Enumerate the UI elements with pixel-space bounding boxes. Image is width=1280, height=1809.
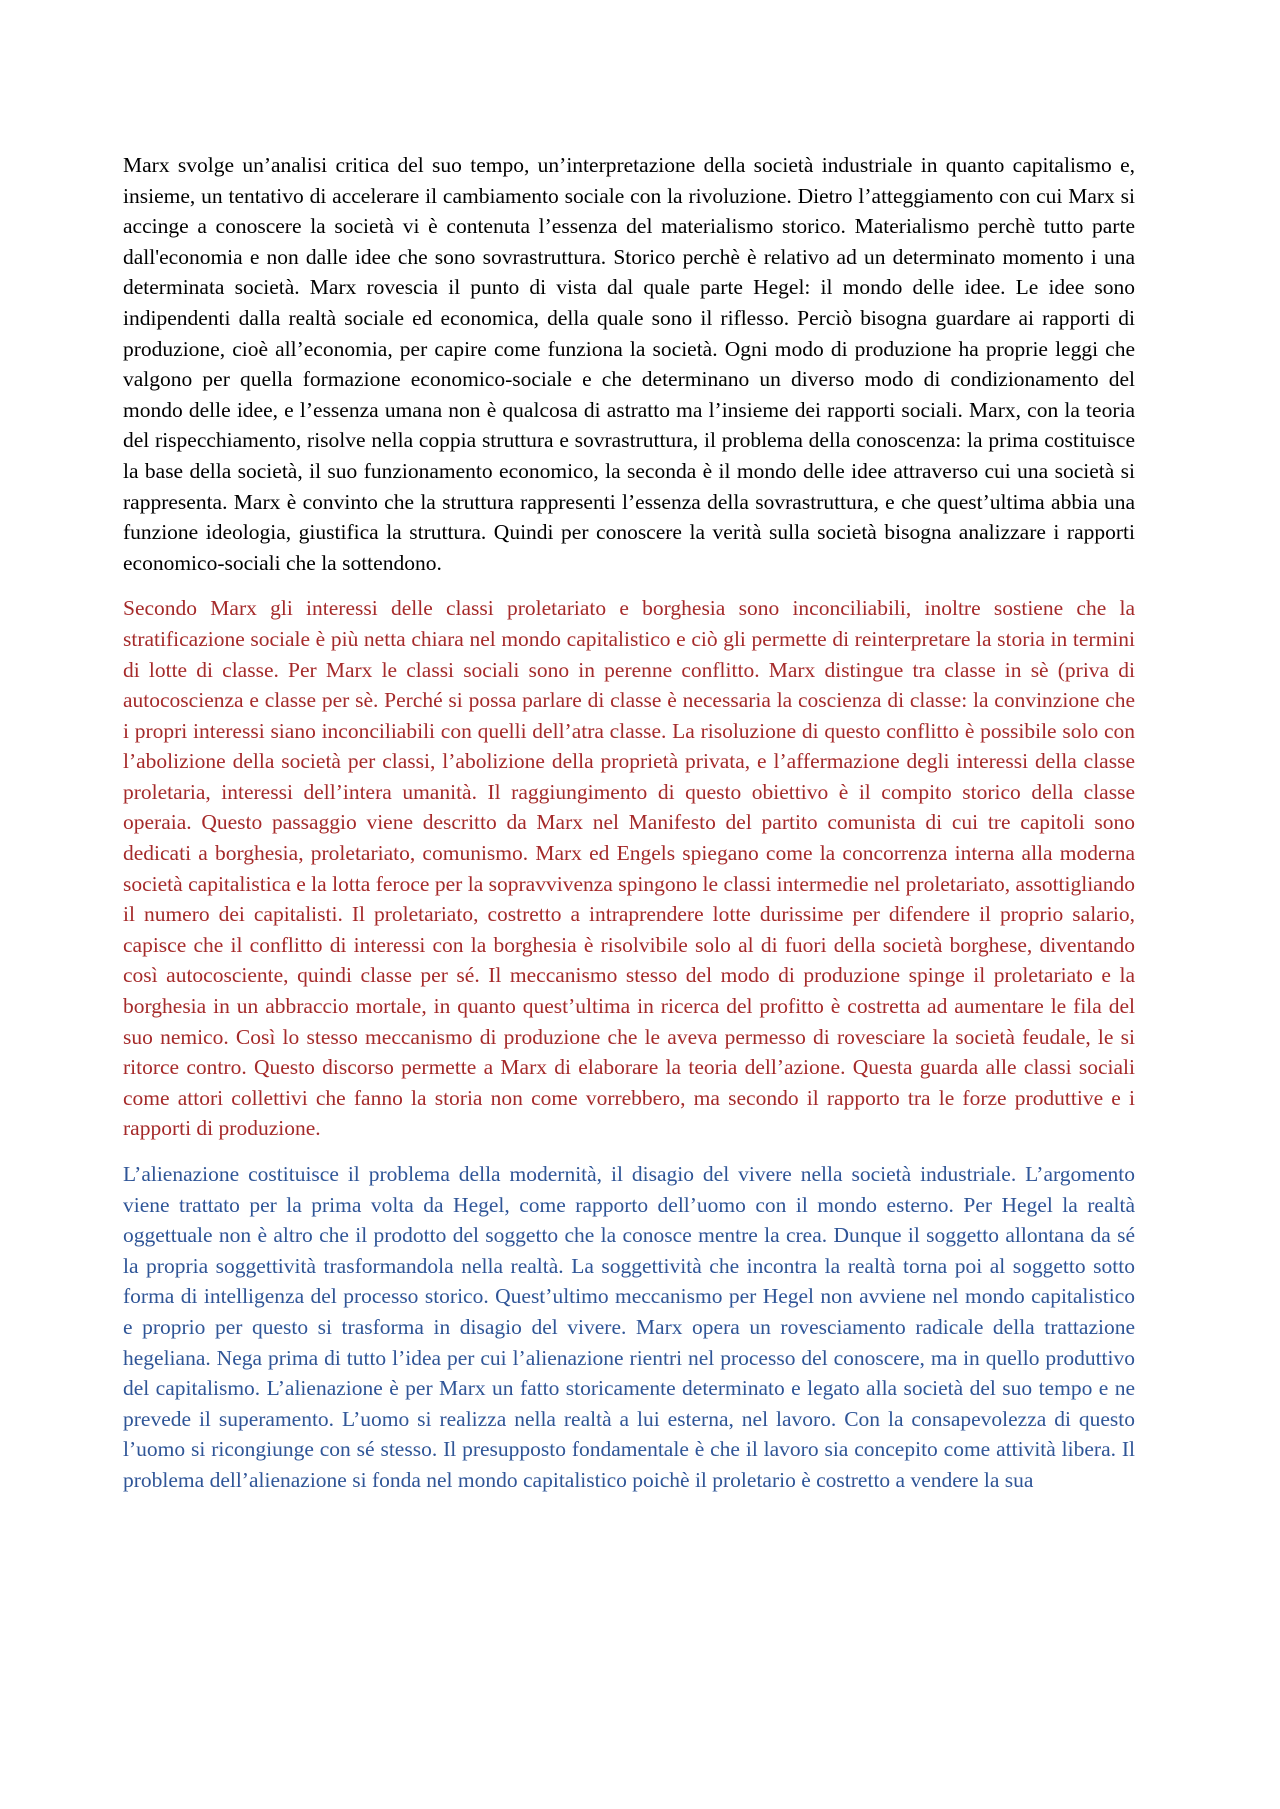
paragraph-lotta-di-classe: Secondo Marx gli interessi delle classi proletariato e borghesia sono inconciliabili, inoltre sostiene che la stratificazione sociale è più netta chiara nel mondo capitalistico e ciò gli permette di reinterpretare la storia in termini di lotte di classe. Per Marx le classi sociali sono in perenne conflitto. Marx distingue tra classe in sè (priva di autocoscienza e classe per sè. Perché si possa parlare di classe è necessaria la coscienza di classe: la convinzione che i propri interessi siano inconciliabili con quelli dell’atra classe. La risoluzione di questo conflitto è possibile solo con l’abolizione della società per classi, l’abolizione della proprietà privata, e l’affermazione degli interessi della classe proletaria, interessi dell’intera umanità. Il raggiungimento di questo obiettivo è il compito storico della classe operaia. Questo passaggio viene descritto da Marx nel Manifesto del partito comunista di cui tre capitoli sono dedicati a borghesia, proletariato, comunismo. Marx ed Engels spiegano come la concorrenza interna alla moderna società capitalistica e la lotta feroce per la sopravvivenza spingono le classi intermedie nel proletariato, assottigliando il numero dei capitalisti. Il proletariato, costretto a intraprendere lotte durissime per difendere il proprio salario, capisce che il conflitto di interessi con la borghesia è risolvibile solo al di fuori della società borghese, diventando così autocosciente, quindi classe per sé. Il meccanismo stesso del modo di produzione spinge il proletariato e la borghesia in un abbraccio mortale, in quanto quest’ultima in ricerca del profitto è costretta ad aumentare le fila del suo nemico. Così lo stesso meccanismo di produzione che le aveva permesso di rovesciare la società feudale, le si ritorce contro. Questo discorso permette a Marx di elaborare la teoria dell’azione. Questa guarda alle classi sociali come attori collettivi che fanno la storia non come vorrebbero, ma secondo il rapporto tra le forze produttive e i rapporti di produzione. [123, 596, 1135, 1141]
paragraph-materialismo-storico: Marx svolge un’analisi critica del suo tempo, un’interpretazione della società industriale in quanto capitalismo e, insieme, un tentativo di accelerare il cambiamento sociale con la rivoluzione. Dietro l’atteggiamento con cui Marx si accinge a conoscere la società vi è contenuta l’essenza del materialismo storico. Materialismo perchè tutto parte dall'economia e non dalle idee che sono sovrastruttura. Storico perchè è relativo ad un determinato momento i una determinata società. Marx rovescia il punto di vista dal quale parte Hegel: il mondo delle idee. Le idee sono indipendenti dalla realtà sociale ed economica, della quale sono il riflesso. Perciò bisogna guardare ai rapporti di produzione, cioè all’economia, per capire come funziona la società. Ogni modo di produzione ha proprie leggi che valgono per quella formazione economico-sociale e che determinano un diverso modo di condizionamento del mondo delle idee, e l’essenza umana non è qualcosa di astratto ma l’insieme dei rapporti sociali. Marx, con la teoria del rispecchiamento, risolve nella coppia struttura e sovrastruttura, il problema della conoscenza: la prima costituisce la base della società, il suo funzionamento economico, la seconda è il mondo delle idee attraverso cui una società si rappresenta. Marx è convinto che la struttura rappresenti l’essenza della sovrastruttura, e che quest’ultima abbia una funzione ideologia, giustifica la struttura. Quindi per conoscere la verità sulla società bisogna analizzare i rapporti economico-sociali che la sottendono. [123, 153, 1135, 575]
document-page [123, 150, 1135, 1511]
paragraph-alienazione: L’alienazione costituisce il problema della modernità, il disagio del vivere nella società industriale. L’argomento viene trattato per la prima volta da Hegel, come rapporto dell’uomo con il mondo esterno. Per Hegel la realtà oggettuale non è altro che il prodotto del soggetto che la conosce mentre la crea. Dunque il soggetto allontana da sé la propria soggettività trasformandola nella realtà. La soggettività che incontra la realtà torna poi al soggetto sotto forma di intelligenza del processo storico. Quest’ultimo meccanismo per Hegel non avviene nel mondo capitalistico e proprio per questo si trasforma in disagio del vivere. Marx opera un rovesciamento radicale della trattazione hegeliana. Nega prima di tutto l’idea per cui l’alienazione rientri nel processo del conoscere, ma in quello produttivo del capitalismo. L’alienazione è per Marx un fatto storicamente determinato e legato alla società del suo tempo e ne prevede il superamento. L’uomo si realizza nella realtà a lui esterna, nel lavoro. Con la consapevolezza di questo l’uomo si ricongiunge con sé stesso. Il presupposto fondamentale è che il lavoro sia concepito come attività libera. Il problema dell’alienazione si fonda nel mondo capitalistico poichè il proletario è costretto a vendere la sua [123, 1162, 1135, 1492]
